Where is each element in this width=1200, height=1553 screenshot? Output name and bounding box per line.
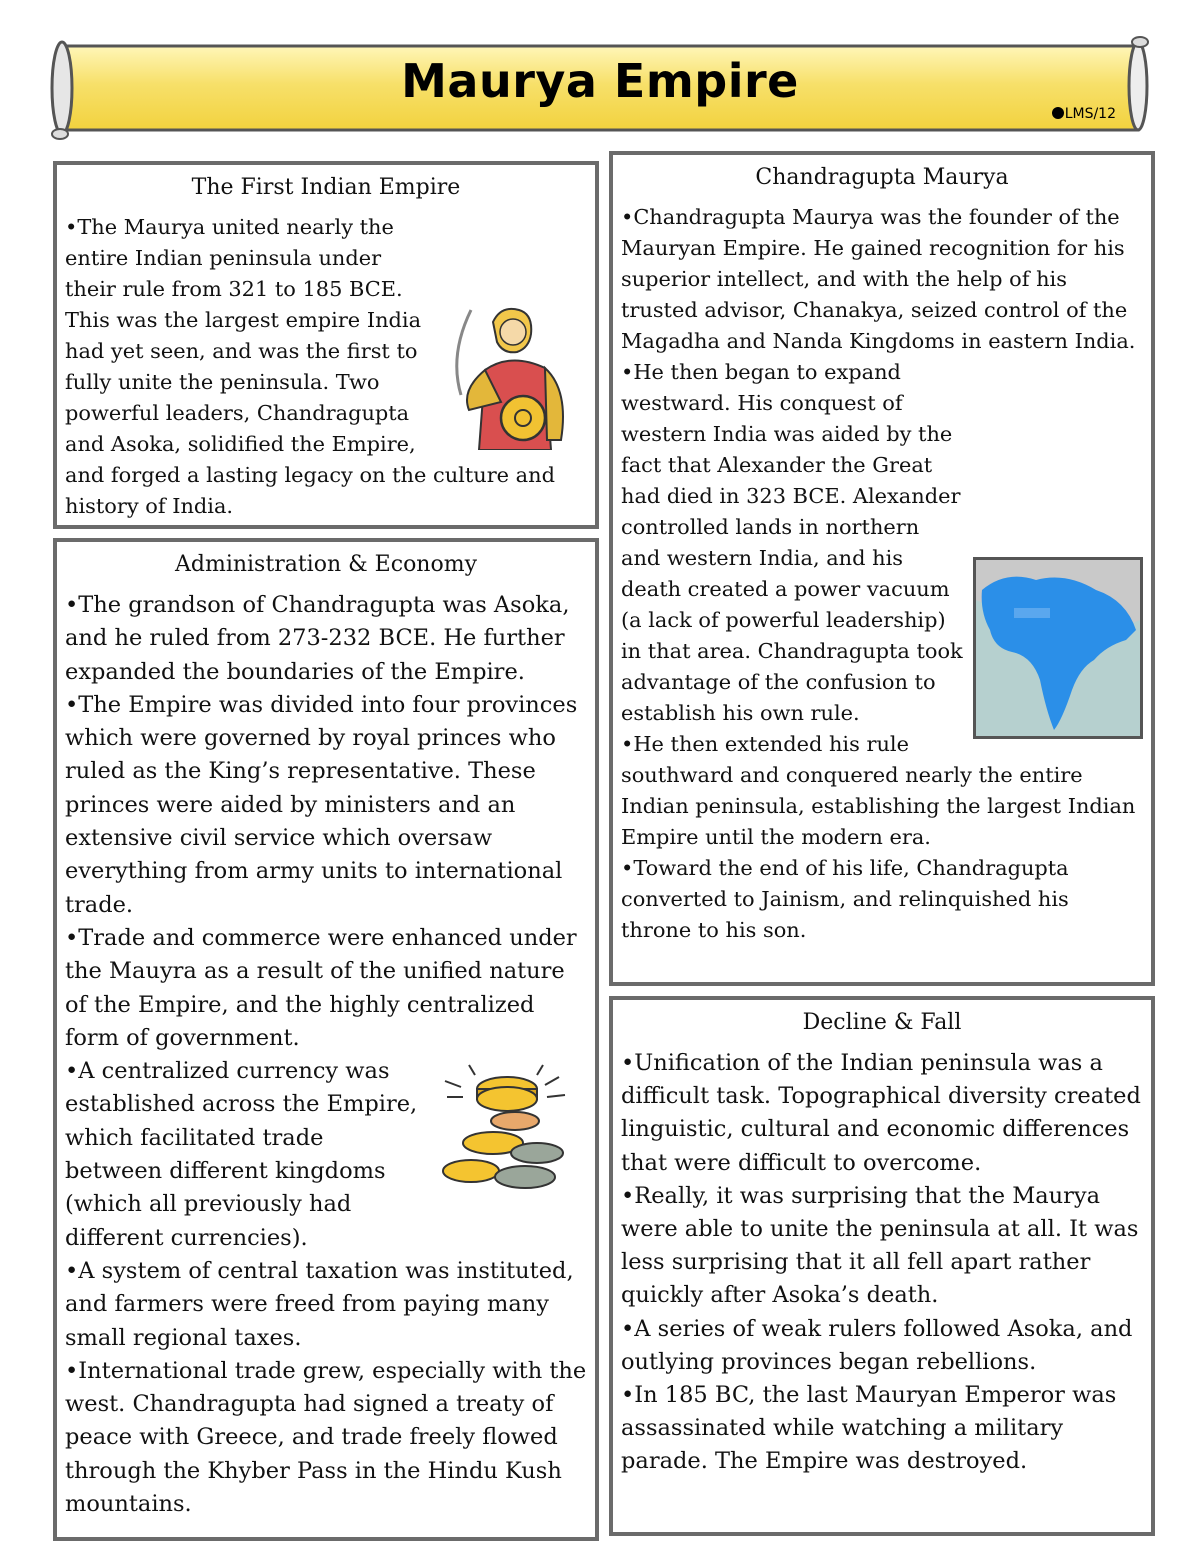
section-heading: Chandragupta Maurya <box>755 165 1009 190</box>
bullet-item: •In 185 BC, the last Mauryan Emperor was assassinated while watching a military parade. The Empire was destroyed. <box>621 1382 1117 1475</box>
bullet-item: •He then began to expand westward. His conquest of western India was aided by the fact that Alexander the Great had died in 323 BCE. Alexander controlled lands in northern and western India, and his death created a power vacuum (a lack of powerful leadership) in that area. Chandragupta took advantage of the confusion to establish his own rule. <box>621 360 963 725</box>
paragraph: •The Maurya united nearly the entire Indian peninsula under their rule from 321 to 185 BCE. This was the largest empire India had yet seen, and was the first to fully unite the peninsula. Two powerful leaders, Chandragupta and Asoka, solidified the Empire, and forged a lasting legacy on the culture and history of India. <box>65 215 555 518</box>
map-graphic <box>976 560 1140 736</box>
coins-illustration <box>433 1061 583 1191</box>
section-heading: The First Indian Empire <box>191 175 461 200</box>
section-heading: Decline & Fall <box>802 1010 962 1035</box>
section-heading: Administration & Economy <box>174 552 478 577</box>
section-body <box>65 589 587 1521</box>
bullet-item: •Really, it was surprising that the Maurya were able to unite the peninsula at all. It was less surprising that it all fell apart rather quickly after Asoka’s death. <box>621 1182 1139 1309</box>
bullet-item: •International trade grew, especially with the west. Chandragupta had signed a treaty of peace with Greece, and trade freely flowed through the Khyber Pass in the Hindu Kush mountains. <box>65 1357 587 1518</box>
section-chandragupta-maurya <box>609 151 1155 986</box>
section-decline-fall <box>609 996 1155 1536</box>
section-administration-economy <box>53 538 599 1541</box>
bullet-item: •A centralized currency was established across the Empire, which facilitated trade between different kingdoms (which all previously had different currencies). <box>65 1058 418 1251</box>
bullet-item: •The Empire was divided into four provinces which were governed by royal princes who ruled as the King’s representative. These princes were aided by ministers and an extensive civil service which oversaw everything from army units to international trade. <box>65 691 578 918</box>
bullet-item: •Chandragupta Maurya was the founder of the Mauryan Empire. He gained recognition for his superior intellect, and with the help of his trusted advisor, Chanakya, seized control of the Magadha and Nanda Kingdoms in eastern India. <box>621 205 1136 353</box>
empire-map <box>973 557 1143 739</box>
section-body <box>621 202 1143 946</box>
title-banner <box>50 36 1150 140</box>
bullet-item: •Unification of the Indian peninsula was a difficult task. Topographical diversity created linguistic, cultural and economic differences that were difficult to overcome. <box>621 1050 1141 1176</box>
section-body <box>621 1047 1143 1479</box>
page-title: Maurya Empire <box>401 54 799 108</box>
bullet-item: •Trade and commerce were enhanced under the Mauyra as a result of the unified nature of the Empire, and the highly centralized form of government. <box>65 924 577 1051</box>
bullet-item: •He then extended his rule southward and conquered nearly the entire Indian peninsula, establishing the largest Indian Empire until the modern era. <box>621 732 1136 849</box>
warrior-illustration <box>441 300 581 450</box>
credit-text: LMS/12 <box>1064 106 1116 122</box>
bullet-item: •A system of central taxation was instituted, and farmers were freed from paying many small regional taxes. <box>65 1257 574 1351</box>
copyright-icon <box>1052 107 1064 119</box>
section-body <box>65 212 587 522</box>
section-first-indian-empire <box>53 161 599 529</box>
copyright-credit <box>1052 106 1116 122</box>
bullet-item: •A series of weak rulers followed Asoka, and outlying provinces began rebellions. <box>621 1315 1133 1375</box>
bullet-item: •Toward the end of his life, Chandragupta converted to Jainism, and relinquished his throne to his son. <box>621 856 1069 942</box>
bullet-item: •The grandson of Chandragupta was Asoka, and he ruled from 273-232 BCE. He further expanded the boundaries of the Empire. <box>65 592 570 685</box>
